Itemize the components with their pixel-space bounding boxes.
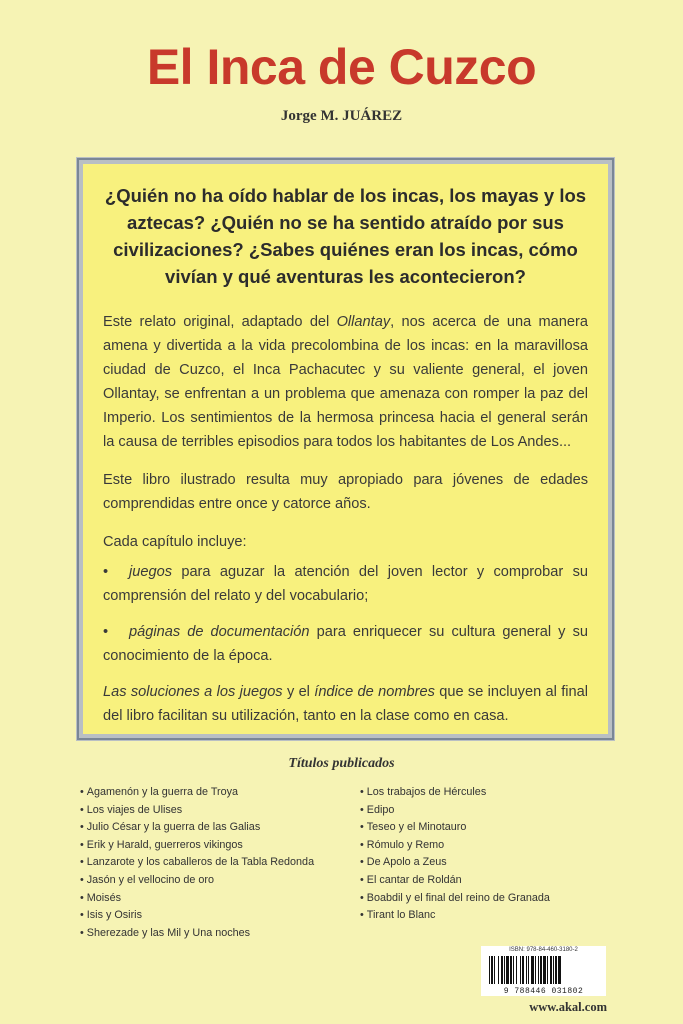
series-item: • Sherezade y las Mil y Una noches: [80, 925, 314, 943]
blurb-paragraph-4: [103, 680, 588, 728]
bullet-dot-icon: •: [103, 624, 109, 640]
bullet-1-rest: para aguzar la atención del joven lector y comprobar su comprensión del relato y del vocabulario;: [103, 564, 588, 604]
barcode-bars-icon: [489, 956, 598, 984]
publisher-website: www.akal.com: [529, 1000, 607, 1014]
series-item: • Jasón y el vellocino de oro: [80, 872, 314, 890]
barcode-digits: 9 788446 031802: [503, 987, 584, 996]
blurb-bullet-1: [103, 560, 588, 608]
series-item: • Isis y Osiris: [80, 907, 314, 925]
bullet-1-em: juegos: [129, 564, 173, 580]
series-list-right: [360, 784, 550, 925]
series-list-left: [80, 784, 314, 942]
p1-start: Este relato original, adaptado del: [103, 314, 337, 330]
series-item: • El cantar de Roldán: [360, 872, 550, 890]
series-item: • Erik y Harald, guerreros vikingos: [80, 837, 314, 855]
series-item: • Lanzarote y los caballeros de la Tabla Redonda: [80, 854, 314, 872]
series-item: • Edipo: [360, 802, 550, 820]
barcode: [481, 946, 606, 996]
p4-mid: y el: [282, 684, 315, 700]
series-item: • Los viajes de Ulises: [80, 802, 314, 820]
isbn-label: ISBN: 978-84-460-3180-2: [509, 947, 578, 953]
blurb-paragraph-2: Este libro ilustrado resulta muy apropiado para jóvenes de edades comprendidas entre once y catorce años.: [103, 472, 588, 512]
series-item: • Moisés: [80, 890, 314, 908]
book-title: El Inca de Cuzco: [146, 39, 537, 95]
series-item: • Agamenón y la guerra de Troya: [80, 784, 314, 802]
p1-end: , nos acerca de una manera amena y divertida a la vida precolombina de los incas: en la maravillosa ciudad de Cuzco, el Inca Pachacutec y su valiente general, el joven Ollantay, se enfrentan a un problema que amenaza con romper la paz del Imperio. Los sentimientos de la hermosa princesa hacia el general serán la causa de terribles episodios para todos los habitantes de Los Andes...: [103, 314, 588, 450]
series-item: • De Apolo a Zeus: [360, 854, 550, 872]
p4-em-1: soluciones a los juegos: [130, 684, 283, 700]
series-item: • Los trabajos de Hércules: [360, 784, 550, 802]
p4-end: que se incluyen al final del libro facilitan su utilización, tanto en la clase como en casa.: [103, 684, 588, 724]
blurb-paragraph-1: [103, 310, 588, 454]
p1-ollantay: Ollantay: [336, 314, 391, 330]
series-item: • Rómulo y Remo: [360, 837, 550, 855]
p4-start: Las: [103, 684, 131, 700]
bullet-dot-icon: •: [103, 564, 109, 580]
series-heading: Títulos publicados: [288, 756, 395, 771]
series-item: • Boabdil y el final del reino de Granada: [360, 890, 550, 908]
bullet-2-rest: para enriquecer su cultura general y su conocimiento de la época.: [103, 624, 588, 664]
series-item: • Julio César y la guerra de las Galias: [80, 819, 314, 837]
p4-em-2: índice de nombres: [314, 684, 435, 700]
blurb-bullet-2: [103, 620, 588, 668]
blurb-paragraph-3: Cada capítulo incluye:: [103, 534, 247, 550]
blurb-box: [77, 158, 614, 740]
series-item: • Tirant lo Blanc: [360, 907, 550, 925]
series-item: • Teseo y el Minotauro: [360, 819, 550, 837]
book-author: Jorge M. JUÁREZ: [280, 108, 403, 124]
bullet-2-em: páginas de documentación: [129, 624, 310, 640]
blurb-lead: ¿Quién no ha oído hablar de los incas, los mayas y los aztecas? ¿Quién no se ha sentido atraído por sus civilizaciones? ¿Sabes quiénes eran los incas, cómo vivían y qué aventuras les acontecieron?: [104, 185, 587, 287]
